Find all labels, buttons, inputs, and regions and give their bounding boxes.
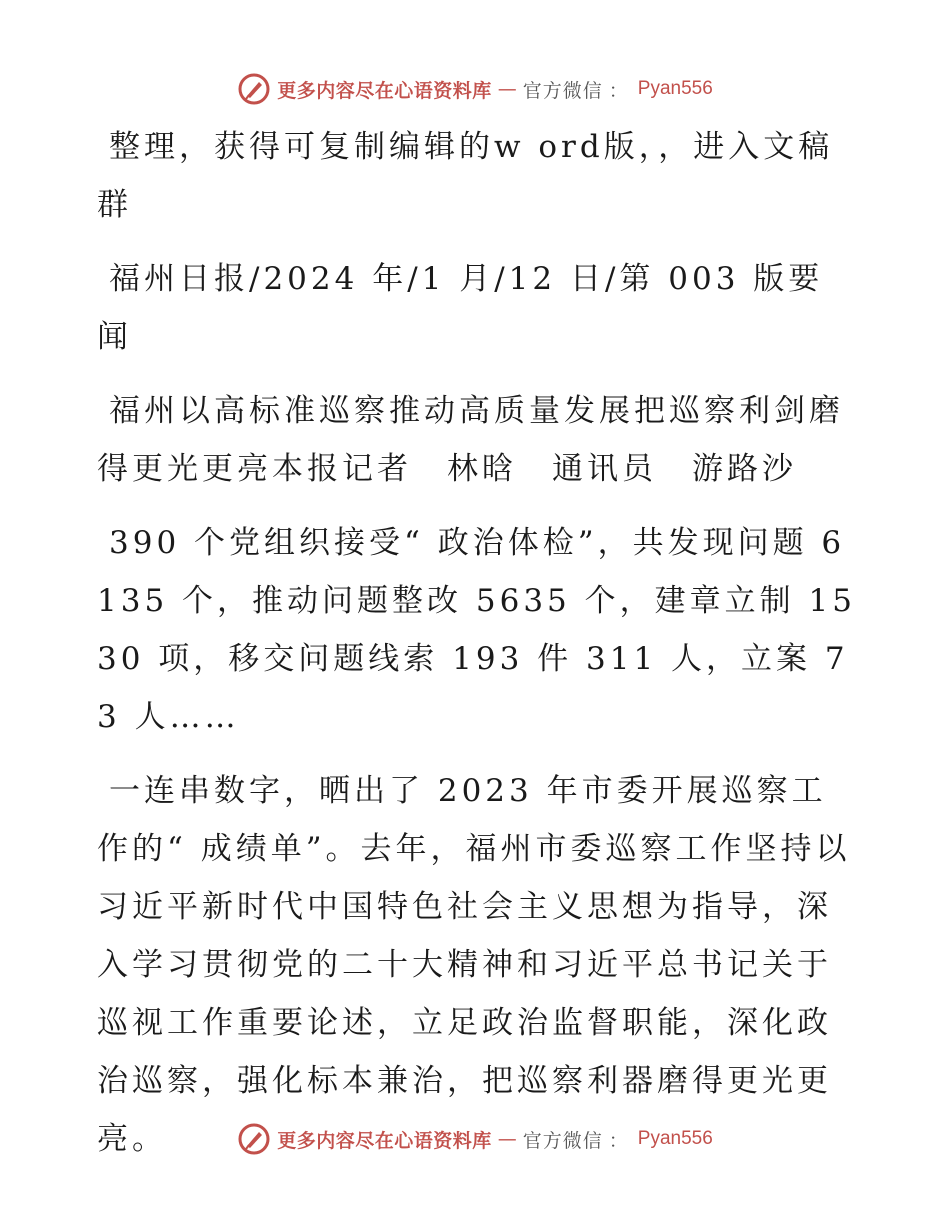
watermark-main-text: 更多内容尽在心语资料库 xyxy=(277,79,492,102)
watermark-separator: ： xyxy=(608,79,628,102)
paragraph-statistics: 390 个党组织接受“ 政治体检”，共发现问题 6135 个，推动问题整改 5635 个，建章立制 1530 项，移交问题线索 193 件 311 人，立案 73 人…… xyxy=(97,525,856,735)
watermark-main-text: 更多内容尽在心语资料库 xyxy=(277,1129,492,1152)
watermark-wechat-id: Pyan556 xyxy=(637,1128,713,1149)
paragraph-notice: 整理，获得可复制编辑的w ord版，，进入文稿群 xyxy=(97,129,834,223)
document-body xyxy=(97,118,857,1184)
watermark-label: 官方微信 xyxy=(522,79,603,102)
header-watermark xyxy=(0,69,950,109)
watermark-dash: — xyxy=(497,78,517,100)
quill-pen-circle-icon xyxy=(237,1122,271,1156)
footer-watermark xyxy=(0,1119,950,1159)
paragraph-source-line: 福州日报/2024 年/1 月/12 日/第 003 版要闻 xyxy=(97,261,824,355)
paragraph-headline-byline: 福州以高标准巡察推动高质量发展把巡察利剑磨得更光更亮本报记者 林晗 通讯员 游路沙 xyxy=(97,393,844,487)
watermark-wechat-id: Pyan556 xyxy=(637,78,713,99)
paragraph-body: 一连串数字，晒出了 2023 年市委开展巡察工作的“ 成绩单”。去年，福州市委巡察工作坚持以习近平新时代中国特色社会主义思想为指导，深入学习贯彻党的二十大精神和习近平总书记关于巡视工作重要论述，立足政治监督职能，深化政治巡察，强化标本兼治，把巡察利器磨得更光更亮。 xyxy=(97,773,851,1157)
watermark-separator: ： xyxy=(608,1129,628,1152)
quill-pen-circle-icon xyxy=(237,72,271,106)
watermark-label: 官方微信 xyxy=(522,1129,603,1152)
watermark-dash: — xyxy=(497,1128,517,1150)
